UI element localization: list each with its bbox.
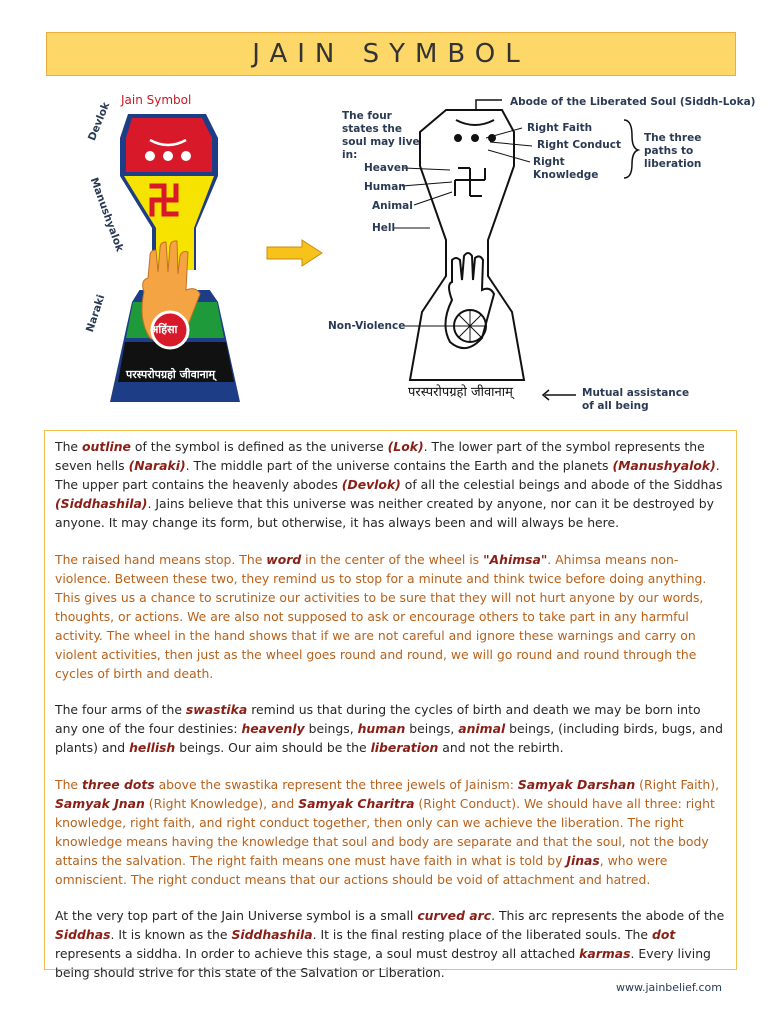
path-right-knowledge: Right Knowledge [533,156,599,181]
paragraph-outline: The outline of the symbol is defined as the universe (Lok). The lower part of the symbol represents the seven hells (Naraki). The middle part of the universe contains the Earth and the planets (Manushyalok). The upper part contains the heavenly abodes (Devlok) of all the celestial beings and abode of the Siddhas (Siddhashila). Jains believe that this universe was neither created by anyone, nor can it be destroyed by anyone. It may change its form, but otherwise, it has always been and will always be here. [55,439,723,530]
symbol-figure [0,80,768,425]
explanation-box [44,430,737,980]
footer-url[interactable]: www.jainbelief.com [616,981,722,994]
label-manushyalok: Manushyalok [87,176,126,254]
state-animal: Animal [372,200,413,212]
ahimsa-word: अहिंसा [150,323,178,336]
path-right-faith: Right Faith [527,122,593,134]
right-motto: परस्परोपग्रहो जीवानाम् [408,385,513,400]
colored-jain-symbol [110,114,240,402]
state-human: Human [364,181,406,193]
left-symbol-title: Jain Symbol [121,93,192,107]
state-hell: Hell [372,222,396,234]
title-banner [46,32,736,76]
three-paths-label: The three paths to liberation [644,132,702,170]
paragraph-swastika: The four arms of the swastika remind us that during the cycles of birth and death we may be born into any one of the four destinies: heavenly beings, human beings, animal beings, (including birds, bugs, and plants) and hellish beings. Our aim should be the liberation and not the rebirth. [55,702,723,755]
non-violence-label: Non-Violence [328,320,406,332]
label-naraki: Naraki [84,293,108,334]
state-heaven: Heaven [364,162,409,174]
paragraph-three-dots: The three dots above the swastika represent the three jewels of Jainism: Samyak Darshan (Right Faith), Samyak Jnan (Right Knowledge), and Samyak Charitra (Right Conduct). We should have all three: right knowledge, right faith, and right conduct together, then only can we achieve the liberation. The right knowledge means having the knowledge that soul and body are separate and that the soul, not the body attains the salvation. The right faith means one must have faith in what is told by Jinas, who were omniscient. The right conduct means that our actions should be void of attachment and hatred. [55,776,720,887]
left-motto: परस्परोपग्रहो जीवानाम् [126,368,216,381]
path-right-conduct: Right Conduct [537,139,621,151]
page-title: JAIN SYMBOL [252,39,530,69]
paragraph-raised-hand: The raised hand means stop. The word in the center of the wheel is "Ahimsa". Ahimsa means non-violence. Between these two, they remind us to stop for a minute and think twice before doing anything. This gives us a chance to scrutinize our activities to be sure that they will not hurt anyone by our words, thoughts, or actions. We are also not supposed to ask or encourage others to take part in any harmful activity. The wheel in the hand shows that if we are not careful and ignore these warnings and carry on violent activities, then just as the wheel goes round and round, we will go round and round through the cycles of birth and death. [55,551,707,681]
mutual-assistance-label: Mutual assistance of all being [582,387,690,412]
paragraph-curved-arc: At the very top part of the Jain Universe symbol is a small curved arc. This arc represents the abode of the Siddhas. It is known as the Siddhashila. It is the final resting place of the liberated souls. The dot represents a siddha. In order to achieve this stage, a soul must destroy all attached karmas. Every living being should strive for this state of the Salvation or Liberation. [55,908,725,980]
label-devlok: Devlok [86,100,113,143]
states-heading: The four states the soul may live in: [342,110,420,161]
right-arrow-icon [267,240,322,266]
siddh-loka-label: Abode of the Liberated Soul (Siddh-Loka) [510,96,756,108]
